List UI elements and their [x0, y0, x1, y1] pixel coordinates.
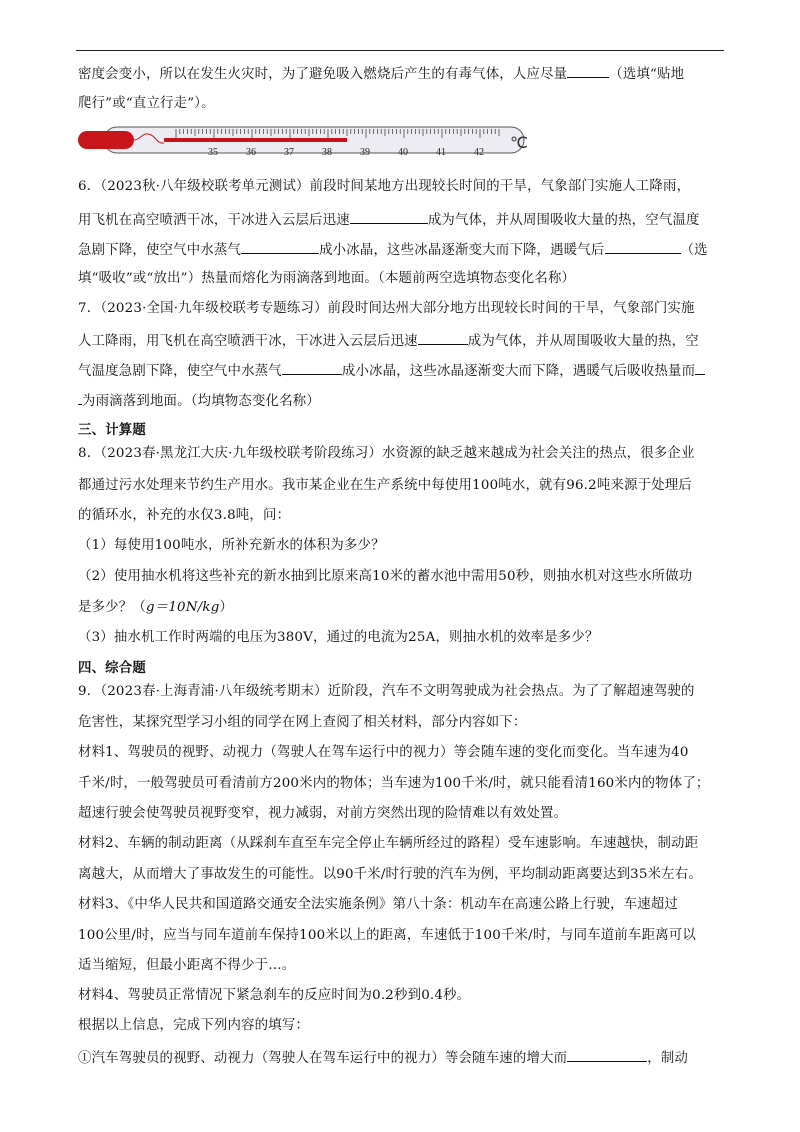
q9-material-3-line-1: 材料3、《中华人民共和国道路交通安全法实施条例》第八十条：机动车在高速公路上行驶，车速超过 [78, 897, 679, 912]
q9-line-2: 危害性，某探究型学习小组的同学在网上查阅了相关材料，部分内容如下： [78, 715, 527, 730]
q8-line-3: 的循环水，补充的水仅3.8吨，问： [78, 508, 291, 523]
q9-material-4: 材料4、驾驶员正常情况下紧急刹车的反应时间为0.2秒到0.4秒。 [78, 988, 471, 1003]
q8-sub-2: （2）使用抽水机将这些补充的新水抽到比原来高10米的蓄水池中需用50秒，则抽水机对这些水所做功 [78, 569, 693, 584]
thermometer-bulb [78, 131, 134, 149]
q8-line-1: 8．（2023春·黑龙江大庆·九年级校联考阶段练习）水资源的缺乏越来越成为社会关注的热点，很多企业 [78, 446, 695, 461]
q9-material-1-line-2: 千米/时，一般驾驶员可看清前方200米内的物体；当车速为100千米/时，就只能看清160米内的物体了； [78, 776, 710, 791]
q5-line-1 [78, 64, 724, 84]
q9-line-1: 9．（2023春·上海青浦·八年级统考期末）近阶段，汽车不文明驾驶成为社会热点。为了了解超速驾驶的 [78, 684, 695, 699]
q9-material-2-line-2: 离越大，从而增大了事故发生的可能性。以90千米/时行驶的汽车为例，平均制动距离要达到35米左右。 [78, 867, 702, 882]
q7-line-3 [78, 361, 724, 381]
q7-text-a: 人工降雨，用飞机在高空喷洒干冰，干冰进入云层后迅速 [78, 334, 418, 349]
q9-fill-1 [78, 1048, 724, 1068]
q8-sub-2b [78, 599, 724, 617]
q6-text-b: 成为气体，并从周围吸收大量的热，空气温度 [427, 213, 700, 228]
q9-fill-1-text-a: ①汽车驾驶员的视野、动视力（驾驶人在驾车运行中的视力）等会随车速的增大而 [78, 1051, 568, 1066]
q8-sub-2b-a: 是多少？（ [78, 600, 146, 615]
thermometer-figure [78, 118, 538, 162]
q6-line-3 [78, 240, 724, 260]
q6-line-2 [78, 210, 724, 230]
q7-line-2 [78, 331, 724, 351]
thermometer-tick-label: 38 [322, 147, 332, 158]
q7-text-d: 成小冰晶，这些冰晶逐渐变大而下降，遇暖气后吸收热量而 [341, 364, 696, 379]
thermometer-unit: ℃ [510, 135, 528, 152]
q9-fill-1-text-b: ，制动 [647, 1051, 689, 1066]
q8-gravity-value: g＝10N/kg [145, 600, 220, 615]
q6-blank-3[interactable] [605, 240, 681, 254]
q7-blank-1[interactable] [418, 331, 468, 345]
q5-text-b: （选填“贴地 [609, 67, 685, 82]
q6-text-e: （选 [680, 243, 708, 258]
q6-text-c: 急剧下降，使空气中水蒸气 [78, 243, 242, 258]
q8-sub-1: （1）每使用100吨水，所补充新水的体积为多少？ [78, 538, 385, 553]
q6-text-a: 用飞机在高空喷洒干冰，干冰进入云层后迅速 [78, 213, 350, 228]
q9-material-1-line-1: 材料1、驾驶员的视野、动视力（驾驶人在驾车运行中的视力）等会随车速的变化而变化。当车速为40 [78, 745, 689, 760]
q7-text-e: 为雨滴落到地面。（均填物态变化名称） [82, 394, 320, 409]
q6-blank-1[interactable] [350, 210, 428, 224]
thermometer-tick-label: 41 [436, 147, 446, 158]
q6-text-d: 成小冰晶，这些冰晶逐渐变大而下降，遇暖气后 [319, 243, 605, 258]
section-heading-comprehensive: 四、综合题 [78, 661, 146, 676]
q7-blank-3[interactable] [695, 361, 705, 375]
thermometer-tick-label: 40 [398, 147, 408, 158]
q6-blank-2[interactable] [241, 240, 319, 254]
section-heading-calc: 三、计算题 [78, 423, 146, 438]
q7-text-c: 气温度急剧下降，使空气中水蒸气 [78, 364, 282, 379]
q7-line-4 [78, 391, 724, 411]
thermometer-tick-label: 42 [474, 147, 484, 158]
q5-text-a: 密度会变小，所以在发生火灾时，为了避免吸入燃烧后产生的有毒气体，人应尽量 [78, 67, 568, 82]
q9-material-2-line-1: 材料2、车辆的制动距离（从踩刹车直至车完全停止车辆所经过的路程）受车速影响。车速越快，制动距 [78, 836, 699, 851]
q9-material-3-line-3: 适当缩短，但最小距离不得少于…。 [78, 958, 296, 973]
q8-sub-3: （3）抽水机工作时两端的电压为380V，通过的电流为25A，则抽水机的效率是多少？ [78, 630, 599, 645]
q6-line-4: 填“吸收”或“放出”）热量而熔化为雨滴落到地面。（本题前两空选填物态变化名称） [78, 271, 576, 286]
q5-line-2: 爬行”或“直立行走”）。 [78, 96, 215, 111]
q7-line-1: 7．（2023·全国·九年级校联考专题练习）前段时间达州大部分地方出现较长时间的干旱，气象部门实施 [78, 301, 695, 316]
q8-line-2: 都通过污水处理来节约生产用水。我市某企业在生产系统中每使用100吨水，就有96.2吨来源于处理后 [78, 478, 692, 493]
q7-blank-2[interactable] [282, 361, 342, 375]
q5-blank[interactable] [567, 64, 609, 78]
q9-prompt: 根据以上信息，完成下列内容的填写： [78, 1018, 310, 1033]
header-rule [76, 50, 724, 51]
q9-material-3-line-2: 100公里/时，应当与同车道前车保持100米以上的距离，车速低于100千米/时，与同车道前车距离可以 [78, 928, 696, 943]
q8-sub-2b-b: ） [219, 600, 234, 615]
thermometer-tick-label: 36 [246, 147, 256, 158]
q9-material-1-line-3: 超速行驶会使驾驶员视野变窄，视力减弱，对前方突然出现的险情难以有效处置。 [78, 806, 568, 821]
thermometer-tick-label: 37 [284, 147, 294, 158]
thermometer-tick-label: 39 [360, 147, 370, 158]
q7-text-b: 成为气体，并从周围吸收大量的热，空 [467, 334, 699, 349]
thermometer-tick-label: 35 [208, 147, 218, 158]
q6-line-1: 6．（2023秋·八年级校联考单元测试）前段时间某地方出现较长时间的干旱，气象部门实施人工降雨， [78, 179, 691, 194]
q9-blank-1[interactable] [567, 1048, 647, 1062]
thermometer-liquid [164, 138, 347, 142]
